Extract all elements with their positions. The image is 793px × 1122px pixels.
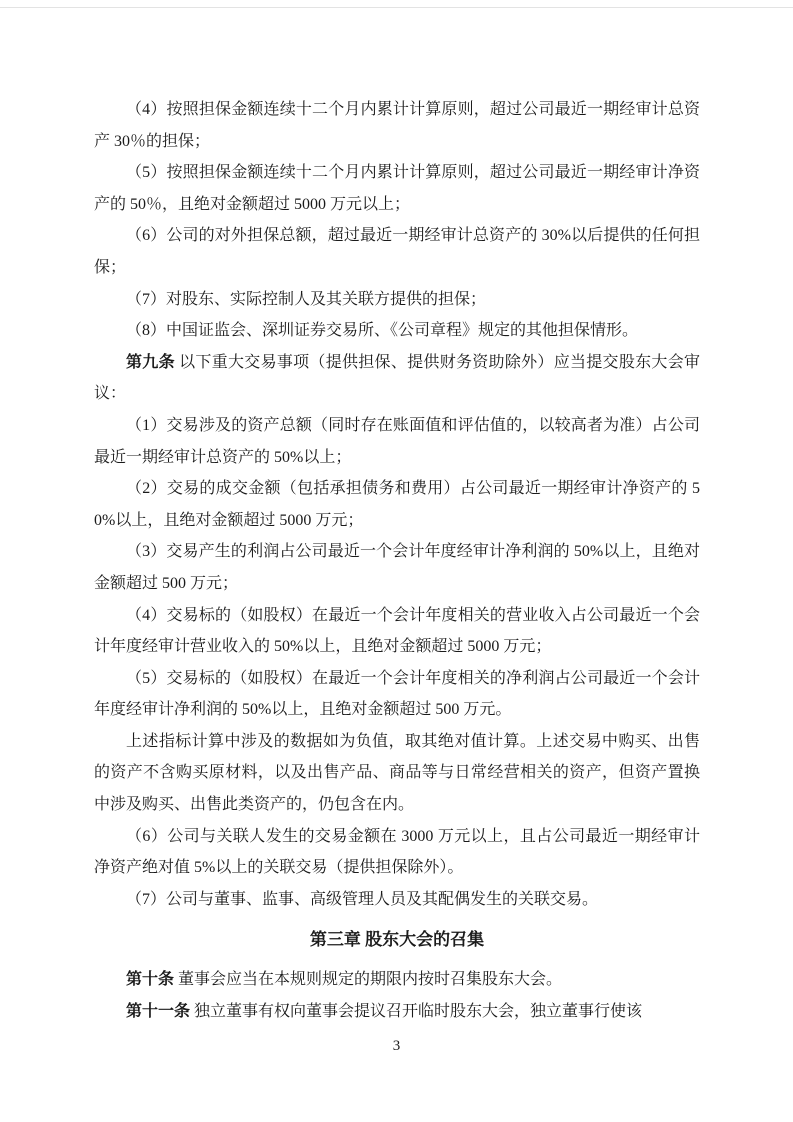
paragraph: 上述指标计算中涉及的数据如为负值，取其绝对值计算。上述交易中购买、出售的资产不含购买原材料，以及出售产品、商品等与日常经营相关的资产，但资产置换中涉及购买、出售此类资产的，仍包含在内。 [94, 732, 700, 814]
paragraph: （2）交易的成交金额（包括承担债务和费用）占公司最近一期经审计净资产的 50%以上，且绝对金额超过 5000 万元； [94, 480, 700, 529]
paragraph: （6）公司的对外担保总额，超过最近一期经审计总资产的 30%以后提供的任何担保； [94, 227, 700, 276]
page-number: 3 [392, 1038, 401, 1054]
paragraph: （4）按照担保金额连续十二个月内累计计算原则，超过公司最近一期经审计总资产 30％的担保； [94, 101, 700, 150]
paragraph: （4）交易标的（如股权）在最近一个会计年度相关的营业收入占公司最近一个会计年度经审计营业收入的 50%以上，且绝对金额超过 5000 万元； [94, 606, 700, 656]
paragraph: 第九条 以下重大交易事项（提供担保、提供财务资助除外）应当提交股东大会审议： [94, 353, 700, 403]
paragraph: （7）公司与董事、监事、高级管理人员及其配偶发生的关联交易。 [126, 890, 599, 908]
paragraph: 第十一条 独立董事有权向董事会提议召开临时股东大会，独立董事行使该 [126, 1002, 643, 1020]
paragraph: （8）中国证监会、深圳证券交易所、《公司章程》规定的其他担保情形。 [126, 322, 639, 340]
article-number: 第九条 [126, 353, 175, 371]
paragraph: 第十条 董事会应当在本规则规定的期限内按时召集股东大会。 [126, 971, 563, 989]
paragraph: （6）公司与关联人发生的交易金额在 3000 万元以上，且占公司最近一期经审计净资产绝对值 5%以上的关联交易（提供担保除外）。 [94, 827, 700, 877]
page-top-scan-line [0, 7, 793, 8]
paragraph: （3）交易产生的利润占公司最近一个会计年度经审计净利润的 50%以上，且绝对金额超过 500 万元； [94, 543, 700, 592]
article-number: 第十条 [126, 971, 175, 989]
article-number: 第十一条 [126, 1002, 191, 1020]
chapter-heading: 第三章 股东大会的召集 [309, 930, 485, 950]
page-footer [0, 1036, 793, 1056]
paragraph: （5）交易标的（如股权）在最近一个会计年度相关的净利润占公司最近一个会计年度经审计净利润的 50%以上，且绝对金额超过 500 万元。 [94, 669, 700, 719]
document-body [94, 94, 700, 1027]
paragraph: （5）按照担保金额连续十二个月内累计计算原则，超过公司最近一期经审计净资产的 50％，且绝对金额超过 5000 万元以上； [94, 164, 700, 213]
paragraph: （7）对股东、实际控制人及其关联方提供的担保； [126, 290, 487, 308]
paragraph: （1）交易涉及的资产总额（同时存在账面值和评估值的，以较高者为准）占公司最近一期经审计总资产的 50%以上； [94, 416, 700, 466]
